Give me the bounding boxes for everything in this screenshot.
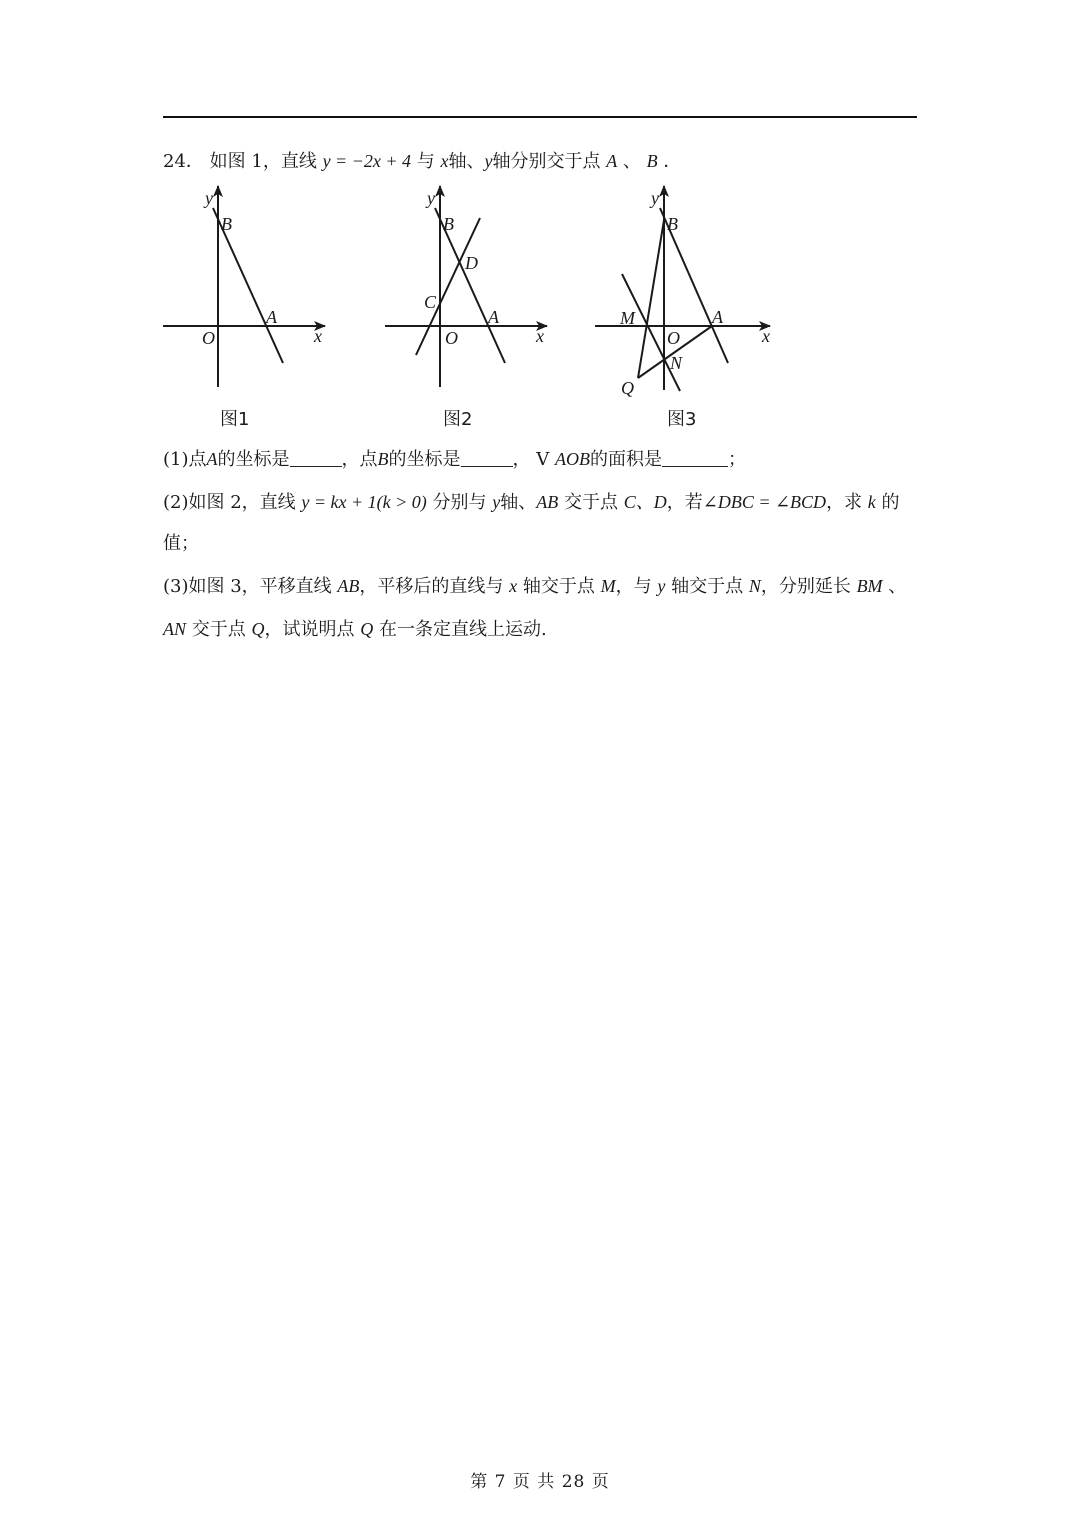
fig3-label-b: B	[667, 214, 678, 234]
stem-text: 轴分别交于点	[492, 151, 601, 172]
stem-text: 轴、	[448, 151, 485, 172]
var-x: x	[440, 151, 449, 171]
fig2-label-a: A	[488, 307, 499, 327]
part2-points-cd: C、D	[623, 492, 667, 512]
part2-text: 值；	[163, 533, 199, 554]
part3-point-q: Q	[251, 619, 265, 639]
page-footer: 第 7 页 共 28 页	[470, 1472, 610, 1492]
part3-var-x: x	[509, 576, 518, 596]
part2-text: ，若	[666, 492, 703, 513]
part-3	[163, 573, 906, 600]
header-rule	[163, 116, 917, 118]
part-2-continued	[163, 531, 199, 557]
fig2-label-y: y	[427, 188, 435, 208]
part2-var-k: k	[867, 492, 876, 512]
part1-text: ；	[727, 449, 746, 470]
part3-point-m: M	[600, 576, 616, 596]
fig2-label-x: x	[536, 326, 544, 346]
figure-3	[595, 186, 770, 430]
part2-segment-ab: AB	[536, 492, 559, 512]
point-b: B	[646, 151, 658, 171]
part3-text: 、	[888, 576, 907, 597]
figure-1	[163, 186, 325, 430]
part2-equation: y = kx + 1(k > 0)	[301, 492, 427, 512]
part2-var-y: y	[492, 492, 501, 512]
fig2-label-o: O	[445, 328, 458, 348]
question-stem	[163, 148, 681, 175]
answer-blank-area[interactable]	[662, 448, 728, 467]
fig1-label-y: y	[205, 188, 213, 208]
fig3-label-q: Q	[621, 378, 634, 398]
fig1-caption: 图1	[220, 409, 250, 430]
point-a: A	[606, 151, 618, 171]
part3-text: ，分别延长	[760, 576, 851, 597]
stem-text: ．	[663, 151, 682, 172]
part2-text: (2)如图 2，直线	[163, 492, 296, 513]
part3-text: (3)如图 3，平移直线	[163, 576, 332, 597]
part1-text: 的坐标是	[217, 449, 290, 470]
fig1-label-a: A	[266, 307, 277, 327]
part1-text: (1)点	[163, 449, 207, 470]
part3-segment-an: AN	[163, 619, 187, 639]
part3-text: ，与	[615, 576, 652, 597]
part3-point-q: Q	[360, 619, 374, 639]
fig2-caption: 图2	[443, 409, 473, 430]
part2-text: 交于点	[564, 492, 618, 513]
fig3-label-o: O	[667, 328, 680, 348]
part3-text: 轴交于点	[671, 576, 744, 597]
part1-text: ，	[512, 449, 531, 470]
part3-point-n: N	[748, 576, 761, 596]
part2-angle-condition: ∠DBC = ∠BCD	[702, 492, 827, 512]
part1-point-b: B	[377, 449, 389, 469]
answer-blank-a[interactable]	[290, 448, 342, 467]
part3-segment-bm: BM	[856, 576, 883, 596]
part3-text: 轴交于点	[522, 576, 595, 597]
answer-blank-b[interactable]	[461, 448, 513, 467]
fig2-label-c: C	[424, 292, 437, 312]
stem-text: 如图 1，直线	[209, 151, 317, 172]
triangle-symbol: V	[536, 449, 550, 470]
part1-triangle-aob: AOB	[554, 449, 590, 469]
fig1-label-b: B	[221, 214, 232, 234]
fig2-label-b: B	[443, 214, 454, 234]
line-equation: y = −2x + 4	[322, 151, 411, 171]
part2-text: ，求	[826, 492, 863, 513]
part-2	[163, 489, 900, 516]
fig3-label-m: M	[620, 308, 635, 328]
part3-text: ，平移后的直线与	[359, 576, 504, 597]
question-number: 24．	[163, 151, 204, 172]
part3-text: ，试说明点	[264, 619, 355, 640]
part3-line-ab: AB	[337, 576, 360, 596]
part3-text: 在一条定直线上运动.	[378, 619, 547, 640]
fig3-label-a: A	[712, 307, 723, 327]
fig3-label-x: x	[762, 326, 770, 346]
stem-text: 与	[416, 151, 435, 172]
fig3-line-bq	[638, 220, 664, 378]
part2-text: 的	[881, 492, 900, 513]
part2-text: 分别与	[432, 492, 487, 513]
fig3-label-y: y	[651, 188, 659, 208]
figures	[150, 180, 790, 435]
var-y: y	[484, 151, 493, 171]
part-1	[163, 446, 746, 473]
stem-text: 、	[622, 151, 641, 172]
fig1-label-x: x	[314, 326, 322, 346]
part3-var-y: y	[657, 576, 666, 596]
part3-text: 交于点	[191, 619, 246, 640]
part-3-continued	[163, 616, 547, 643]
figure-2	[385, 186, 547, 430]
part1-point-a: A	[206, 449, 218, 469]
part1-text: 的坐标是	[388, 449, 461, 470]
fig1-label-o: O	[202, 328, 215, 348]
fig2-label-d: D	[465, 253, 478, 273]
part2-text: 轴、	[500, 492, 537, 513]
part1-text: 的面积是	[589, 449, 662, 470]
fig3-caption: 图3	[667, 409, 697, 430]
part1-text: ，点	[341, 449, 378, 470]
fig3-label-n: N	[670, 353, 683, 373]
